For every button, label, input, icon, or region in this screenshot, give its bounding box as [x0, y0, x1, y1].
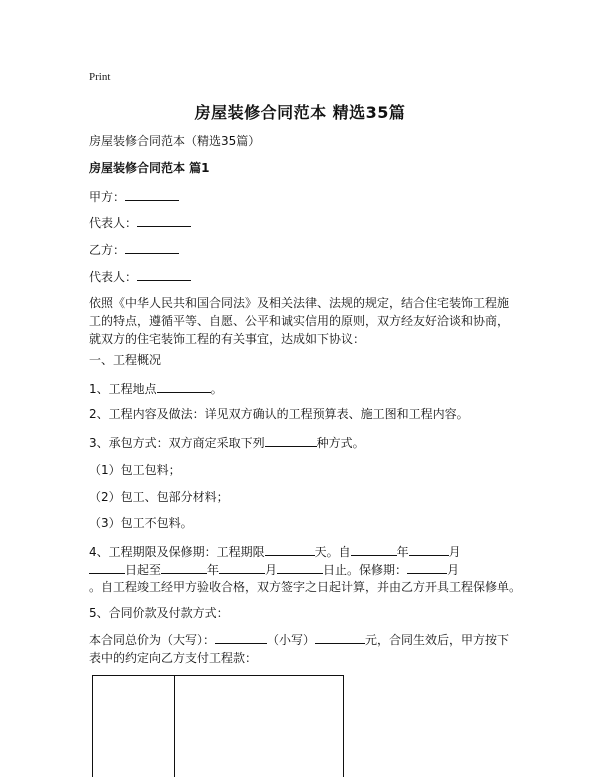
item-1-line — [89, 379, 223, 398]
duration-days-blank — [265, 542, 315, 556]
item-4-text-a: 4、工程期限及保修期：工程期限 — [89, 545, 265, 559]
option-1: （1）包工包料； — [89, 463, 181, 477]
payment-table — [92, 675, 344, 777]
item-4-text-e: 日起至 — [125, 563, 162, 577]
party-b-line — [89, 240, 179, 259]
item-5-line: 5、合同价款及付款方式： — [89, 606, 229, 620]
end-month-blank — [219, 560, 265, 574]
rep-a-line — [89, 213, 191, 232]
item-4-text-f: 年 — [207, 563, 220, 577]
party-a-line — [89, 187, 179, 206]
item-1-blank — [157, 379, 211, 393]
item-3-blank — [265, 433, 317, 447]
item-4-text-h: 日止。保修期： — [323, 563, 408, 577]
item-4-line-2 — [89, 560, 459, 579]
party-b-label: 乙方： — [89, 243, 126, 257]
item-4-text-b: 天。自 — [314, 545, 351, 559]
item-4-text-c: 年 — [396, 545, 409, 559]
print-label: Print — [89, 71, 111, 83]
start-year-blank — [351, 542, 397, 556]
item-1-suffix: 。 — [210, 382, 223, 396]
start-day-blank — [89, 560, 125, 574]
item-4-text-i: 月 — [447, 563, 460, 577]
end-year-blank — [161, 560, 207, 574]
price-lower-blank — [315, 630, 365, 644]
item-3-prefix: 3、承包方式：双方商定采取下列 — [89, 436, 265, 450]
intro-paragraph: 依照《中华人民共和国合同法》及相关法律、法规的规定，结合住宅装饰工程施工的特点，遵循平等、自愿、公平和诚实信用的原则，双方经友好洽谈和协商，就双方的住宅装饰工程的有关事宜，达成如下协议： — [89, 296, 510, 346]
price-upper-blank — [215, 630, 267, 644]
start-month-blank — [409, 542, 449, 556]
warranty-months-blank — [407, 560, 447, 574]
rep-b-label: 代表人： — [89, 270, 138, 284]
price-text-a: 本合同总价为（大写）： — [89, 633, 216, 647]
price-text-b: （小写） — [267, 633, 316, 647]
price-text-c: 元，合同生效后，甲方按下表中的约定向乙方支付工程款： — [89, 633, 510, 665]
rep-a-label: 代表人： — [89, 216, 138, 230]
rep-a-blank — [137, 213, 191, 227]
payment-table-column-divider — [174, 676, 175, 777]
end-day-blank — [277, 560, 323, 574]
section-heading: 房屋装修合同范本 篇1 — [89, 161, 210, 175]
price-line-1 — [89, 630, 519, 667]
item-2-line: 2、工程内容及做法：详见双方确认的工程预算表、施工图和工程内容。 — [89, 407, 469, 421]
party-a-blank — [125, 187, 179, 201]
rep-b-line — [89, 267, 191, 286]
party-b-blank — [125, 240, 179, 254]
rep-b-blank — [137, 267, 191, 281]
item-1-prefix: 1、工程地点 — [89, 382, 157, 396]
item-4-text-g: 月 — [265, 563, 278, 577]
item-4-line-1 — [89, 542, 461, 561]
document-subtitle: 房屋装修合同范本（精选35篇） — [89, 134, 261, 148]
item-4-text-d: 月 — [448, 545, 461, 559]
party-a-label: 甲方： — [89, 190, 126, 204]
item-3-line — [89, 433, 365, 452]
overview-heading: 一、工程概况 — [89, 353, 162, 367]
option-3: （3）包工不包料。 — [89, 516, 193, 530]
item-4-line-3 — [89, 578, 521, 596]
item-3-suffix: 种方式。 — [316, 436, 365, 450]
option-2: （2）包工、包部分材料； — [89, 490, 229, 504]
document-title: 房屋装修合同范本 精选35篇 — [194, 103, 406, 122]
item-4-text-j: 。自工程竣工经甲方验收合格，双方签字之日起计算，并由乙方开具工程保修单。 — [89, 580, 522, 594]
